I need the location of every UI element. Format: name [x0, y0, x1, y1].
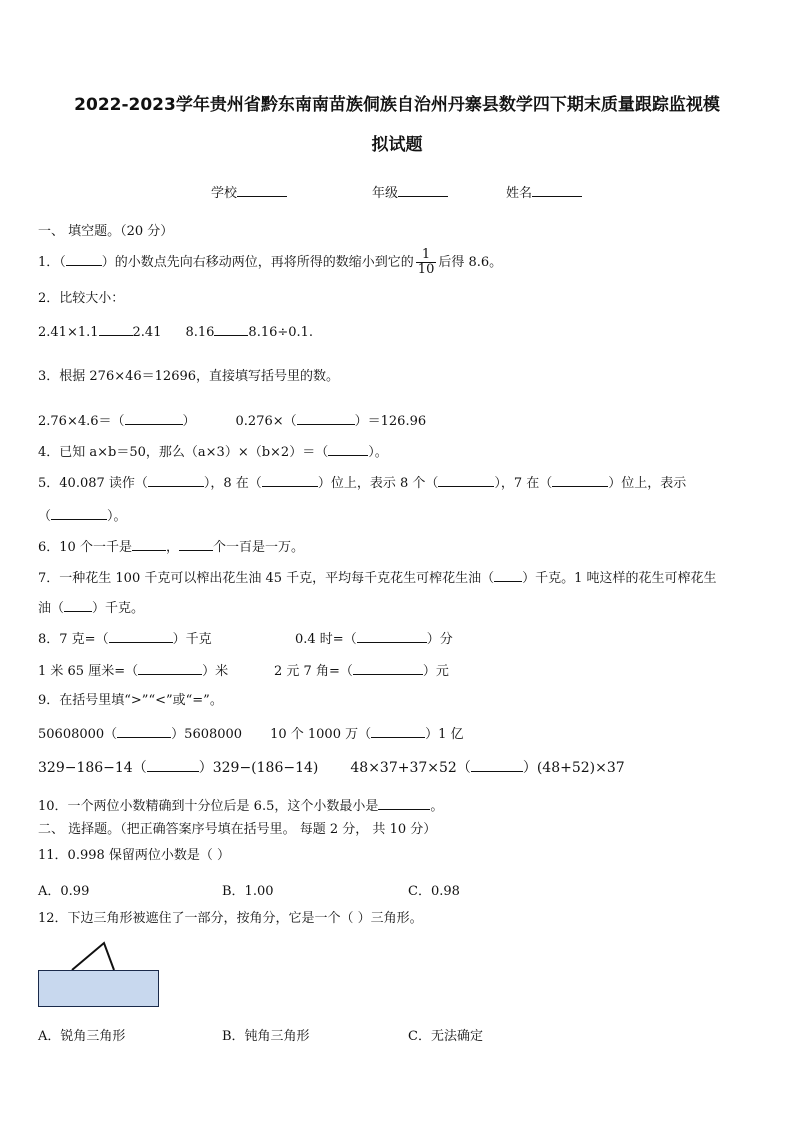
question-11: 11．0.998 保留两位小数是（ ） [38, 848, 231, 863]
question-10: 10．一个两位小数精确到十分位后是 6.5，这个小数最小是 。 [38, 799, 444, 814]
q2-blank-1[interactable] [99, 323, 133, 336]
question-7-continued: 油（ ）千克。 [38, 601, 145, 616]
q8-blank-1[interactable] [109, 630, 173, 643]
q7-blank-1[interactable] [494, 569, 522, 582]
grade-blank[interactable] [398, 184, 448, 197]
q9-blank-2[interactable] [371, 725, 425, 738]
q9-blank-4[interactable] [471, 759, 523, 772]
q4-blank[interactable] [328, 443, 368, 456]
q11-option-c[interactable]: C．0.98 [408, 884, 460, 899]
q12-option-c[interactable]: C．无法确定 [408, 1029, 483, 1044]
question-7: 7．一种花生 100 千克可以榨出花生油 45 千克，平均每千克花生可榨花生油（ ）千克。1 吨这样的花生可榨花生 [38, 571, 717, 586]
q5-blank-3[interactable] [438, 474, 494, 487]
q12-option-b[interactable]: B．钝角三角形 [222, 1029, 310, 1044]
q6-blank-2[interactable] [179, 538, 213, 551]
q10-blank[interactable] [378, 797, 430, 810]
q8-blank-2[interactable] [357, 630, 427, 643]
q6-blank-1[interactable] [132, 538, 166, 551]
section-heading-choice: 二、 选择题。（把正确答案序号填在括号里。 每题 2 分， 共 10 分） [38, 822, 437, 837]
name-label: 姓名 [506, 186, 533, 201]
triangle-visible-edges [72, 943, 114, 970]
school-blank[interactable] [237, 184, 287, 197]
triangle-figure [38, 935, 168, 975]
q3-blank-2[interactable] [297, 412, 355, 425]
q8-blank-3[interactable] [138, 662, 202, 675]
q11-option-a[interactable]: A．0.99 [38, 884, 90, 899]
question-3: 3．根据 276×46＝12696，直接填写括号里的数。 [38, 369, 340, 384]
q8-blank-4[interactable] [353, 662, 423, 675]
school-field[interactable] [211, 182, 287, 201]
page-title-continued: 拟试题 [371, 135, 423, 155]
question-1: 1．（ ）的小数点先向右移动两位，再将所得的数缩小到它的 $\frac{1}{10}$ 后得 8.6。 [38, 247, 503, 277]
question-8-row-2b: 2 元 7 角=（ ）元 [274, 664, 449, 679]
question-2-items: 2.41×1.1 2.41 8.16 8.16÷0.1. [38, 325, 314, 340]
q5-blank-1[interactable] [148, 474, 204, 487]
q2-blank-2[interactable] [214, 323, 248, 336]
q1-blank[interactable] [66, 253, 102, 266]
question-3-items: 2.76×4.6＝（ ） 0.276×（ ）＝126.96 [38, 414, 427, 429]
question-8-row-1b: 0.4 时=（ ）分 [295, 632, 453, 647]
question-4: 4．已知 a×b＝50，那么（a×3）×（b×2）＝（ ）。 [38, 445, 388, 460]
school-label: 学校 [211, 186, 238, 201]
q7-blank-2[interactable] [64, 599, 92, 612]
section-heading-fill-in: 一、 填空题。（20 分） [38, 224, 174, 239]
q9-blank-3[interactable] [147, 759, 199, 772]
covering-rectangle [38, 970, 159, 1007]
q12-option-a[interactable]: A．锐角三角形 [38, 1029, 126, 1044]
q3-blank-1[interactable] [125, 412, 183, 425]
question-9-row-2: 329−186−14（ ）329−(186−14) 48×37+37×52（ ）(48+52)×37 [38, 760, 625, 776]
q5-blank-4[interactable] [552, 474, 608, 487]
question-8-row-2: 1 米 65 厘米=（ ）米 [38, 664, 229, 679]
question-5: 5．40.087 读作（ ），8 在（ ）位上，表示 8 个（ ），7 在（ ）位上，表示 [38, 476, 687, 491]
page-title: 2022-2023学年贵州省黔东南南苗族侗族自治州丹寨县数学四下期末质量跟踪监视模 [74, 95, 720, 115]
question-9-row-1: 50608000（ ）5608000 10 个 1000 万（ ）1 亿 [38, 727, 464, 742]
question-9: 9．在括号里填“>”“<”或“=”。 [38, 693, 223, 708]
question-6: 6．10 个一千是 ， 个一百是一万。 [38, 540, 304, 555]
grade-field[interactable] [372, 182, 448, 201]
fraction-one-tenth: $\frac{1}{10}$ [417, 247, 435, 277]
grade-label: 年级 [372, 186, 399, 201]
question-2: 2．比较大小： [38, 291, 125, 306]
name-blank[interactable] [532, 184, 582, 197]
q9-blank-1[interactable] [117, 725, 171, 738]
q5-blank-5[interactable] [51, 507, 107, 520]
question-5-continued: （ ）。 [38, 509, 127, 524]
question-12: 12．下边三角形被遮住了一部分，按角分，它是一个（ ）三角形。 [38, 911, 423, 926]
q11-option-b[interactable]: B．1.00 [222, 884, 274, 899]
question-8-row-1: 8．7 克=（ ）千克 [38, 632, 212, 647]
name-field[interactable] [506, 182, 582, 201]
q5-blank-2[interactable] [262, 474, 318, 487]
